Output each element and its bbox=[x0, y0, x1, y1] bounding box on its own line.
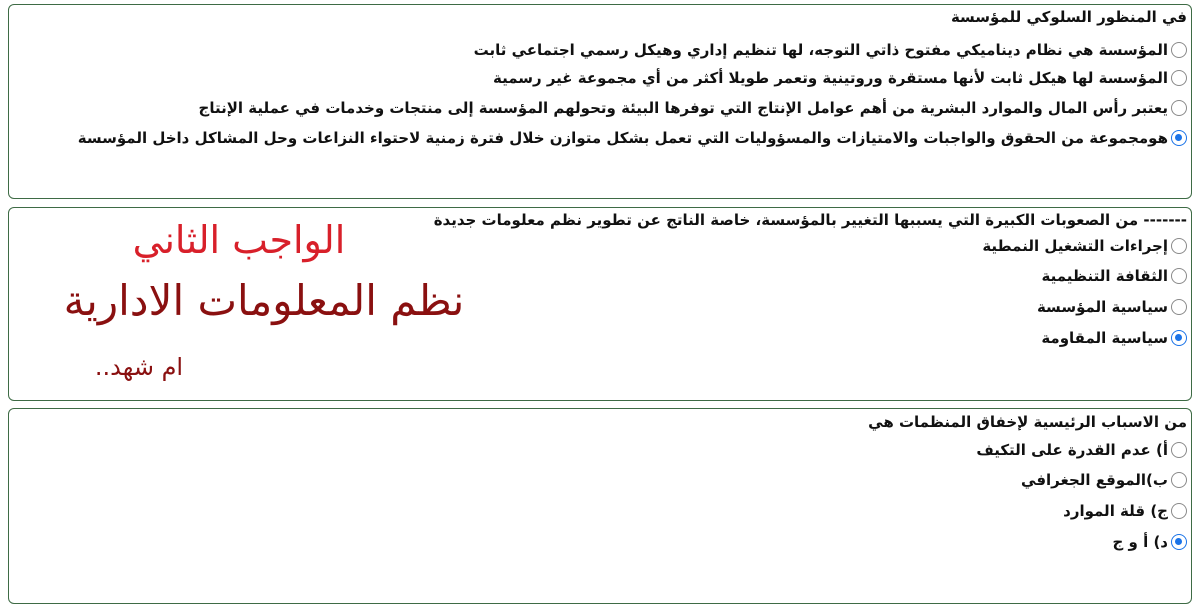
option-label[interactable]: سياسية المؤسسة bbox=[1036, 298, 1168, 316]
option-row[interactable] bbox=[1113, 533, 1188, 551]
radio-button-selected[interactable] bbox=[1171, 130, 1187, 146]
option-row[interactable] bbox=[1063, 502, 1187, 520]
radio-button[interactable] bbox=[1171, 100, 1187, 116]
option-label[interactable]: سياسية المقاومة bbox=[1041, 329, 1168, 347]
option-label[interactable]: ج) قلة الموارد bbox=[1063, 502, 1168, 520]
option-label[interactable]: د) أ و ج bbox=[1112, 533, 1168, 551]
assignment-title: الواجب الثاني bbox=[132, 218, 346, 262]
option-row[interactable] bbox=[493, 69, 1187, 87]
radio-button[interactable] bbox=[1171, 472, 1187, 488]
option-label[interactable]: أ) عدم القدرة على التكيف bbox=[976, 441, 1168, 459]
radio-button[interactable] bbox=[1171, 268, 1187, 284]
radio-button[interactable] bbox=[1171, 442, 1187, 458]
option-label[interactable]: ب)الموقع الجغرافي bbox=[1021, 471, 1168, 489]
radio-button[interactable] bbox=[1171, 42, 1187, 58]
option-label[interactable]: إجراءات التشغيل النمطية bbox=[982, 237, 1168, 255]
option-label[interactable]: يعتبر رأس المال والموارد البشرية من أهم عوامل الإنتاج التي توفرها البيئة وتحولهم المؤسسة إلى منتجات وخدمات في عملية الإنتاج bbox=[198, 99, 1168, 117]
author-signature: ام شهد.. bbox=[94, 353, 184, 381]
radio-button-selected[interactable] bbox=[1171, 330, 1187, 346]
question-panel-2 bbox=[8, 207, 1192, 401]
question-panel-1 bbox=[8, 4, 1192, 199]
radio-button-selected[interactable] bbox=[1171, 534, 1187, 550]
option-row[interactable] bbox=[982, 237, 1187, 255]
option-row[interactable] bbox=[1021, 471, 1187, 489]
option-row[interactable] bbox=[976, 441, 1187, 459]
option-row[interactable] bbox=[474, 41, 1187, 59]
radio-button[interactable] bbox=[1171, 299, 1187, 315]
option-label[interactable]: المؤسسة لها هيكل ثابت لأنها مستقرة وروتينية وتعمر طويلا أكثر من أي مجموعة غير رسمية bbox=[492, 69, 1168, 87]
option-row[interactable] bbox=[1037, 298, 1187, 316]
question-text: في المنظور السلوكي للمؤسسة bbox=[950, 8, 1187, 26]
radio-button[interactable] bbox=[1171, 238, 1187, 254]
question-text: من الاسباب الرئيسية لإخفاق المنظمات هي bbox=[868, 413, 1187, 431]
option-row[interactable] bbox=[78, 129, 1187, 147]
question-panel-3 bbox=[8, 408, 1192, 604]
option-label[interactable]: هومجموعة من الحقوق والواجبات والامتيازات والمسؤوليات التي تعمل بشكل متوازن خلال فترة زمنية لاحتواء النزاعات وحل المشاكل داخل المؤسسة bbox=[77, 129, 1168, 147]
option-label[interactable]: المؤسسة هي نظام ديناميكي مفتوح ذاتي التوجه، لها تنظيم إداري وهيكل رسمي اجتماعي ثابت bbox=[473, 41, 1168, 59]
option-row[interactable] bbox=[199, 99, 1187, 117]
radio-button[interactable] bbox=[1171, 503, 1187, 519]
option-row[interactable] bbox=[1041, 329, 1187, 347]
option-label[interactable]: الثقافة التنظيمية bbox=[1041, 267, 1168, 285]
question-text: ------- من الصعوبات الكبيرة التي يسببها التغيير بالمؤسسة، خاصة الناتج عن تطوير نظم معلومات جديدة bbox=[433, 211, 1187, 229]
radio-button[interactable] bbox=[1171, 70, 1187, 86]
option-row[interactable] bbox=[1042, 267, 1188, 285]
course-subtitle: نظم المعلومات الادارية bbox=[63, 276, 465, 325]
